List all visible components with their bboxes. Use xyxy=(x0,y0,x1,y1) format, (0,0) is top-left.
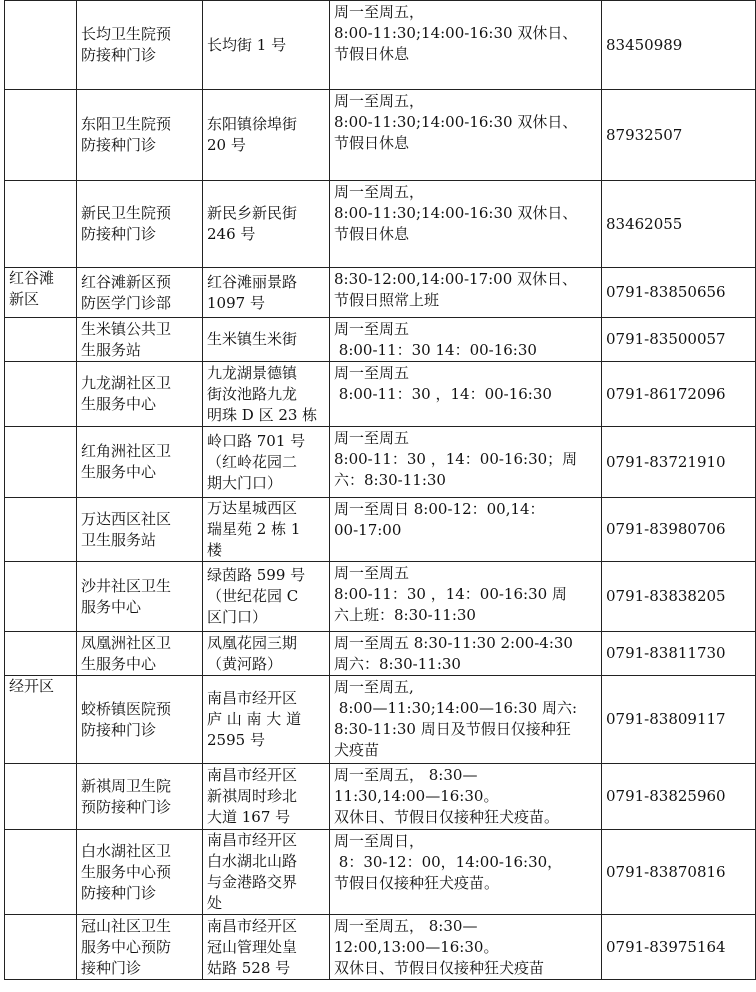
address-cell: 南昌市经开区 庐 山 南 大 道 2595 号 xyxy=(203,676,330,764)
district-cell xyxy=(5,1,77,90)
clinic-name-cell: 九龙湖社区卫 生服务中心 xyxy=(77,362,203,427)
address-cell: 长均街 1 号 xyxy=(203,1,330,90)
district-cell xyxy=(5,90,77,181)
district-cell xyxy=(5,181,77,268)
phone-cell: 0791-83811730 xyxy=(602,632,756,676)
table-row xyxy=(5,632,756,676)
hours-cell: 周一至周五, 8:00—11:30;14:00—16:30 周六: 8:30-11:30 周日及节假日仅接种狂 犬疫苗 xyxy=(330,676,602,764)
clinic-name-cell: 红谷滩新区预 防医学门诊部 xyxy=(77,268,203,318)
table-row xyxy=(5,318,756,362)
clinic-name-cell: 白水湖社区卫 生服务中心预 防接种门诊 xyxy=(77,830,203,915)
address-cell: 岭口路 701 号 （红岭花园二 期大门口） xyxy=(203,427,330,498)
table-row xyxy=(5,427,756,498)
hours-cell: 周一至周日 8:00-12：00,14： 00-17:00 xyxy=(330,498,602,562)
table-row xyxy=(5,676,756,764)
address-cell: 绿茵路 599 号 （世纪花园 C 区门口） xyxy=(203,562,330,632)
address-cell: 新民乡新民街 246 号 xyxy=(203,181,330,268)
phone-cell: 0791-83850656 xyxy=(602,268,756,318)
table-row xyxy=(5,362,756,427)
hours-cell: 周一至周五 8:00-11：30 ，14：00-16:30 周 六上班：8:30-11:30 xyxy=(330,562,602,632)
hours-cell: 周一至周日， 8：30-12：00，14:00-16:30， 节假日仅接种狂犬疫苗。 xyxy=(330,830,602,915)
district-cell xyxy=(5,427,77,498)
district-cell xyxy=(5,498,77,562)
clinic-name-cell: 红角洲社区卫 生服务中心 xyxy=(77,427,203,498)
clinic-name-cell: 冠山社区卫生 服务中心预防 接种门诊 xyxy=(77,915,203,980)
table-row xyxy=(5,181,756,268)
clinic-name-cell: 沙井社区卫生 服务中心 xyxy=(77,562,203,632)
hours-cell: 周一至周五， 8:30— 12:00,13:00—16:30。 双休日、节假日仅接种狂犬疫苗 xyxy=(330,915,602,980)
table-row xyxy=(5,830,756,915)
address-cell: 南昌市经开区 白水湖北山路 与金港路交界 处 xyxy=(203,830,330,915)
district-cell: 红谷滩 新区 xyxy=(5,268,77,318)
district-cell xyxy=(5,318,77,362)
hours-cell: 周一至周五 8:30-11:30 2:00-4:30 周六：8:30-11:30 xyxy=(330,632,602,676)
phone-cell: 0791-83870816 xyxy=(602,830,756,915)
address-cell: 九龙湖景德镇 街汝池路九龙 明珠 D 区 23 栋 xyxy=(203,362,330,427)
clinic-name-cell: 长均卫生院预 防接种门诊 xyxy=(77,1,203,90)
hours-cell: 8:30-12:00,14:00-17:00 双休日、 节假日照常上班 xyxy=(330,268,602,318)
phone-cell: 83462055 xyxy=(602,181,756,268)
hours-cell: 周一至周五， 8:30— 11:30,14:00—16:30。 双休日、节假日仅接种狂犬疫苗。 xyxy=(330,764,602,830)
district-cell xyxy=(5,915,77,980)
clinic-name-cell: 东阳卫生院预 防接种门诊 xyxy=(77,90,203,181)
hours-cell: 周一至周五 8:00-11：30 ，14：00-16:30 xyxy=(330,362,602,427)
address-cell: 南昌市经开区 冠山管理处皇 姑路 528 号 xyxy=(203,915,330,980)
clinic-name-cell: 凤凰洲社区卫 生服务中心 xyxy=(77,632,203,676)
address-cell: 万达星城西区 瑞星苑 2 栋 1 楼 xyxy=(203,498,330,562)
vaccination-clinic-table-page xyxy=(4,0,755,980)
address-cell: 生米镇生米街 xyxy=(203,318,330,362)
phone-cell: 0791-83980706 xyxy=(602,498,756,562)
district-cell xyxy=(5,764,77,830)
hours-cell: 周一至周五， 8:00-11:30;14:00-16:30 双休日、 节假日休息 xyxy=(330,90,602,181)
district-cell xyxy=(5,362,77,427)
table-row xyxy=(5,915,756,980)
district-cell xyxy=(5,830,77,915)
hours-cell: 周一至周五 8:00-11：30 14：00-16:30 xyxy=(330,318,602,362)
address-cell: 东阳镇徐埠街 20 号 xyxy=(203,90,330,181)
phone-cell: 0791-83721910 xyxy=(602,427,756,498)
table-row xyxy=(5,764,756,830)
table-row xyxy=(5,562,756,632)
hours-cell: 周一至周五， 8:00-11:30;14:00-16:30 双休日、 节假日休息 xyxy=(330,1,602,90)
table-row xyxy=(5,90,756,181)
address-cell: 凤凰花园三期 （黄河路） xyxy=(203,632,330,676)
address-cell: 南昌市经开区 新祺周时珍北 大道 167 号 xyxy=(203,764,330,830)
table-row xyxy=(5,1,756,90)
clinic-table-body xyxy=(5,1,756,980)
table-row xyxy=(5,268,756,318)
phone-cell: 87932507 xyxy=(602,90,756,181)
hours-cell: 周一至周五 8:00-11：30 ，14：00-16:30；周 六：8:30-11:30 xyxy=(330,427,602,498)
phone-cell: 0791-83500057 xyxy=(602,318,756,362)
phone-cell: 0791-83838205 xyxy=(602,562,756,632)
clinic-name-cell: 新民卫生院预 防接种门诊 xyxy=(77,181,203,268)
phone-cell: 83450989 xyxy=(602,1,756,90)
table-row xyxy=(5,498,756,562)
clinic-name-cell: 生米镇公共卫 生服务站 xyxy=(77,318,203,362)
district-cell xyxy=(5,632,77,676)
district-cell: 经开区 xyxy=(5,676,77,764)
phone-cell: 0791-83825960 xyxy=(602,764,756,830)
phone-cell: 0791-83809117 xyxy=(602,676,756,764)
address-cell: 红谷滩丽景路 1097 号 xyxy=(203,268,330,318)
phone-cell: 0791-83975164 xyxy=(602,915,756,980)
hours-cell: 周一至周五， 8:00-11:30;14:00-16:30 双休日、 节假日休息 xyxy=(330,181,602,268)
district-cell xyxy=(5,562,77,632)
clinic-table xyxy=(4,0,756,980)
clinic-name-cell: 新祺周卫生院 预防接种门诊 xyxy=(77,764,203,830)
clinic-name-cell: 蛟桥镇医院预 防接种门诊 xyxy=(77,676,203,764)
clinic-name-cell: 万达西区社区 卫生服务站 xyxy=(77,498,203,562)
phone-cell: 0791-86172096 xyxy=(602,362,756,427)
